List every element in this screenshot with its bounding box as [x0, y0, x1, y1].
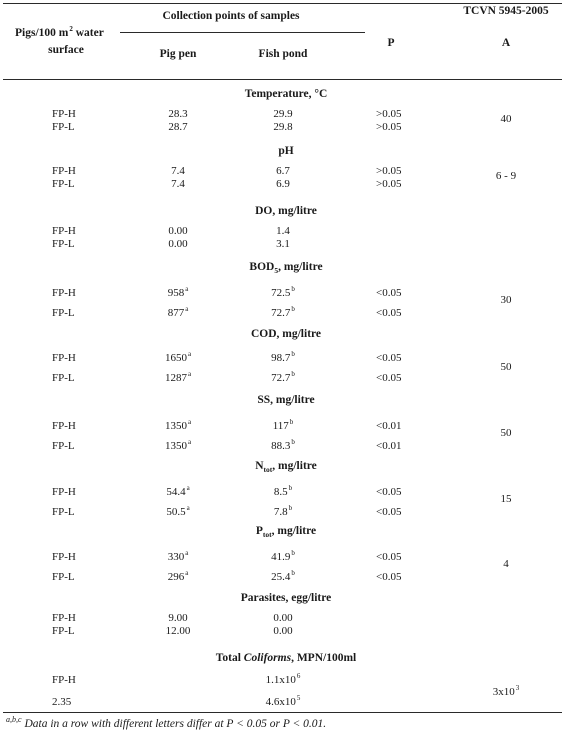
row-label: FP-H	[52, 225, 76, 237]
p-value: <0.05	[376, 352, 402, 364]
p-value: <0.01	[376, 440, 402, 452]
section-title: DO, mg/litre	[255, 205, 317, 217]
section-title: Temperature, °C	[244, 88, 328, 100]
row-label: FP-L	[52, 625, 75, 637]
standard-value: 6 - 9	[495, 170, 517, 182]
pig-pen-value: 28.3	[168, 108, 188, 120]
bottom-rule	[3, 712, 562, 713]
row-label: FP-H	[52, 551, 76, 563]
standard-value: 50	[500, 361, 512, 373]
collection-points-header: Collection points of samples	[162, 10, 300, 22]
pig-pen-value: 1287$^a$	[164, 370, 192, 384]
fish-pond-value: 25.4$^b$	[271, 569, 295, 583]
pig-pen-value: 958$^a$	[167, 285, 189, 299]
row-label: FP-H	[52, 486, 76, 498]
standard-value: 4	[503, 558, 509, 570]
header-rule	[3, 79, 562, 80]
row-label: 2.35	[52, 696, 72, 708]
row-label: FP-H	[52, 420, 76, 432]
standard-value: 30	[500, 294, 512, 306]
fish-pond-value: 0.00	[273, 612, 293, 624]
fish-pond-value: $4.6x10^5$	[265, 694, 301, 708]
p-value: >0.05	[376, 121, 402, 133]
p-value: <0.05	[376, 571, 402, 583]
p-header: P	[387, 37, 395, 49]
standard-value: 50	[500, 427, 512, 439]
p-value: <0.05	[376, 506, 402, 518]
row-label: FP-L	[52, 307, 75, 319]
section-title: SS, mg/litre	[257, 394, 315, 406]
pig-pen-value: 7.4	[171, 165, 185, 177]
p-value: >0.05	[376, 108, 402, 120]
p-value: >0.05	[376, 165, 402, 177]
pig-pen-value: 330$^a$	[167, 549, 189, 563]
row-label: FP-L	[52, 571, 75, 583]
standard-value: 15	[500, 493, 512, 505]
pig-pen-value: 54.4$^a$	[166, 484, 190, 498]
pig-pen-value: 877$^a$	[167, 305, 189, 319]
pig-pen-value: 0.00	[168, 225, 188, 237]
p-value: <0.05	[376, 307, 402, 319]
fish-pond-value: 41.9$^b$	[271, 549, 295, 563]
pig-pen-value: 296$^a$	[167, 569, 189, 583]
standard-value: $3x10^3$	[492, 684, 520, 698]
row-label: FP-L	[52, 440, 75, 452]
fish-pond-header: Fish pond	[258, 48, 308, 60]
pig-pen-value: 1350$^a$	[164, 418, 192, 432]
fish-pond-value: 8.5$^b$	[273, 484, 293, 498]
p-value: >0.05	[376, 178, 402, 190]
pig-pen-value: 0.00	[168, 238, 188, 250]
fish-pond-value: 88.3$^b$	[271, 438, 295, 452]
fish-pond-value: 1.4	[276, 225, 290, 237]
fish-pond-value: 98.7$^b$	[271, 350, 295, 364]
section-title: COD, mg/litre	[250, 328, 322, 340]
footnote: $^{a,b,c}$ Data in a row with different letters differ at P < 0.05 or P < 0.01.	[6, 715, 327, 730]
p-value: <0.05	[376, 551, 402, 563]
fish-pond-value: 72.7$^b$	[271, 370, 295, 384]
p-value: <0.05	[376, 287, 402, 299]
p-value: <0.01	[376, 420, 402, 432]
row-label: FP-L	[52, 178, 75, 190]
section-title: Parasites, egg/litre	[240, 592, 332, 604]
row-label: FP-L	[52, 121, 75, 133]
standard-value: 40	[500, 113, 512, 125]
row-label: FP-H	[52, 165, 76, 177]
fish-pond-value: 7.8$^b$	[273, 504, 293, 518]
collection-underline	[120, 32, 365, 33]
row-label: FP-L	[52, 372, 75, 384]
fish-pond-value: $1.1x10^6$	[265, 672, 301, 686]
row-label: FP-H	[52, 108, 76, 120]
fish-pond-value: 0.00	[273, 625, 293, 637]
pig-pen-value: 12.00	[165, 625, 191, 637]
p-value: <0.05	[376, 486, 402, 498]
a-header: A	[501, 37, 511, 49]
fish-pond-value: 29.9	[273, 108, 293, 120]
fish-pond-value: 72.5$^b$	[271, 285, 295, 299]
section-title: $N_{tot}$, mg/litre	[255, 460, 317, 474]
row-label: FP-H	[52, 674, 76, 686]
pig-pen-value: 9.00	[168, 612, 188, 624]
top-rule	[3, 3, 562, 4]
fish-pond-value: 6.7	[276, 165, 290, 177]
section-title: pH	[278, 145, 294, 157]
fish-pond-value: 117$^b$	[272, 418, 294, 432]
fish-pond-value: 3.1	[276, 238, 290, 250]
pig-pen-value: 50.5$^a$	[166, 504, 190, 518]
row-label: FP-H	[52, 287, 76, 299]
fish-pond-value: 72.7$^b$	[271, 305, 295, 319]
p-value: <0.05	[376, 372, 402, 384]
row-label: FP-H	[52, 612, 76, 624]
section-title: Total Coliforms, MPN/100ml	[215, 652, 357, 664]
fish-pond-value: 6.9	[276, 178, 290, 190]
standard-header: TCVN 5945-2005	[463, 5, 549, 17]
pig-pen-header: Pig pen	[159, 48, 197, 60]
row-label: FP-L	[52, 506, 75, 518]
section-title: $P_{tot}$, mg/litre	[255, 525, 317, 539]
row-label: FP-H	[52, 352, 76, 364]
row-label: FP-L	[52, 238, 75, 250]
fish-pond-value: 29.8	[273, 121, 293, 133]
pig-pen-value: 28.7	[168, 121, 188, 133]
pig-pen-value: 7.4	[171, 178, 185, 190]
row-label-header: Pigs/100 $m^2$ water	[15, 25, 104, 39]
pig-pen-value: 1350$^a$	[164, 438, 192, 452]
row-label-header-2: surface	[48, 44, 84, 56]
section-title: $BOD_5$, mg/litre	[249, 261, 323, 275]
pig-pen-value: 1650$^a$	[164, 350, 192, 364]
